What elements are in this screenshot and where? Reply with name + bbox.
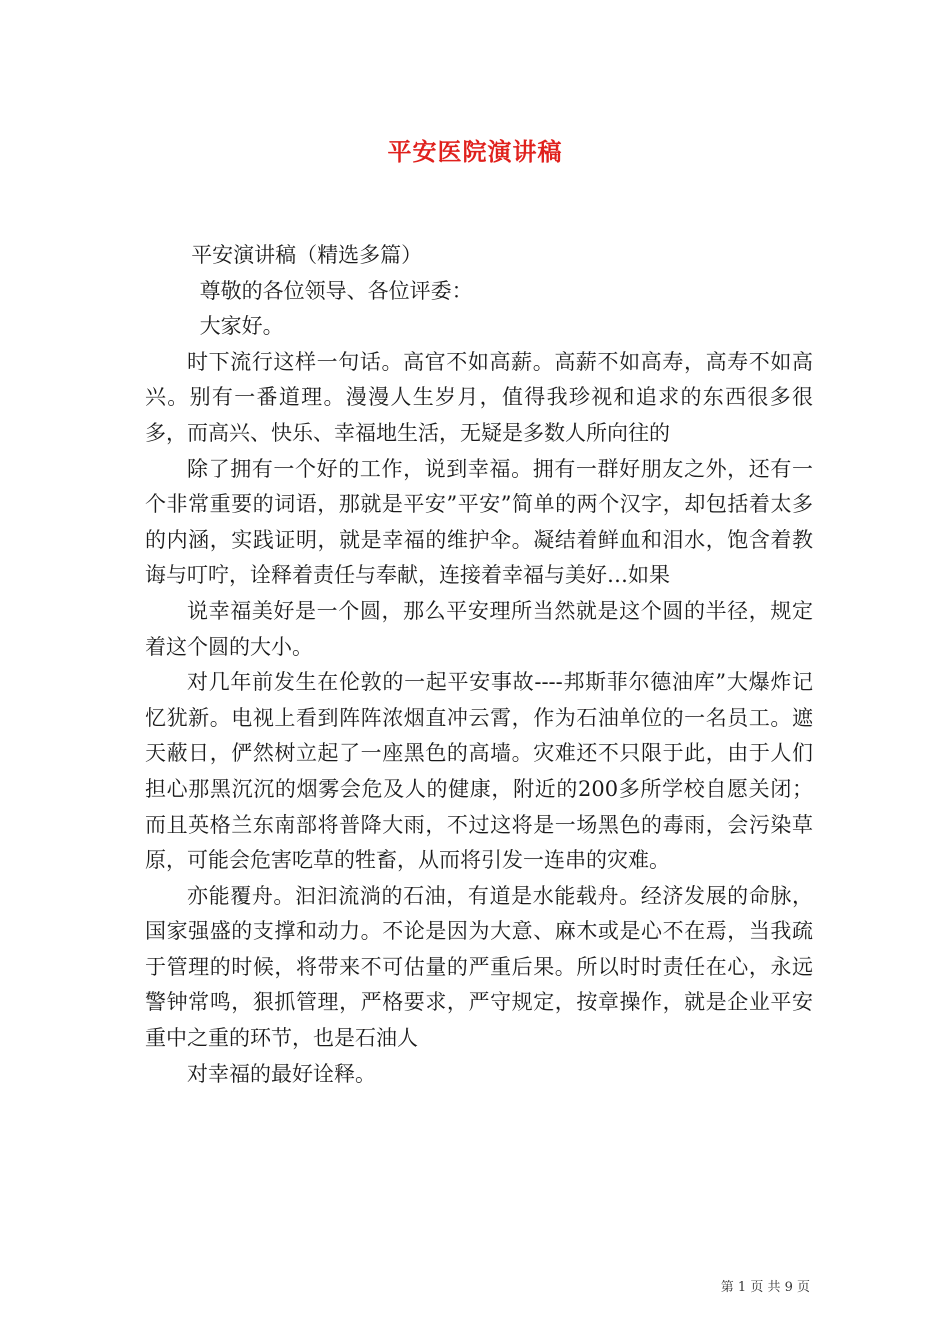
paragraph-body: 亦能覆舟。汩汩流淌的石油，有道是水能载舟。经济发展的命脉，国家强盛的支撑和动力。不论是因为大意、麻木或是心不在焉，当我疏于管理的时候，将带来不可估量的严重后果。所以时时责任在心，永远警钟常鸣，狠抓管理，严格要求，严守规定，按章操作，就是企业平安重中之重的环节，也是石油人 [145, 883, 813, 1051]
document-body [145, 238, 813, 1092]
paragraph-body: 除了拥有一个好的工作，说到幸福。拥有一群好朋友之外，还有一个非常重要的词语，那就是平安”平安”简单的两个汉字，却包括着太多的内涵，实践证明，就是幸福的维护伞。凝结着鲜血和泪水，饱含着教诲与叮咛，诠释着责任与奉献，连接着幸福与美好…如果 [145, 456, 813, 588]
paragraph-body: 说幸福美好是一个圆，那么平安理所当然就是这个圆的半径，规定着这个圆的大小。 [145, 598, 813, 659]
paragraph-greeting: 大家好。 [199, 314, 284, 339]
paragraph-salutation: 尊敬的各位领导、各位评委： [199, 278, 473, 303]
page-number-footer: 第 1 页 共 9 页 [720, 1280, 810, 1295]
paragraph-body: 对幸福的最好诠释。 [187, 1061, 376, 1086]
paragraph-body: 时下流行这样一句话。高官不如高薪。高薪不如高寿，高寿不如高兴。别有一番道理。漫漫人生岁月，值得我珍视和追求的东西很多很多，而高兴、快乐、幸福地生活，无疑是多数人所向往的 [145, 349, 813, 445]
paragraph-subtitle: 平安演讲稿（精选多篇） [191, 243, 423, 267]
paragraph-body: 对几年前发生在伦敦的一起平安事故----邦斯菲尔德油库”大爆炸记忆犹新。电视上看到阵阵浓烟直冲云霄，作为石油单位的一名员工。遮天蔽日，俨然树立起了一座黑色的高墙。灾难还不只限于此，由于人们担心那黑沉沉的烟雾会危及人的健康，附近的200多所学校自愿关闭；而且英格兰东南部将普降大雨，不过这将是一场黑色的毒雨，会污染草原，可能会危害吃草的牲畜，从而将引发一连串的灾难。 [145, 670, 813, 873]
document-title: 平安医院演讲稿 [387, 137, 563, 166]
